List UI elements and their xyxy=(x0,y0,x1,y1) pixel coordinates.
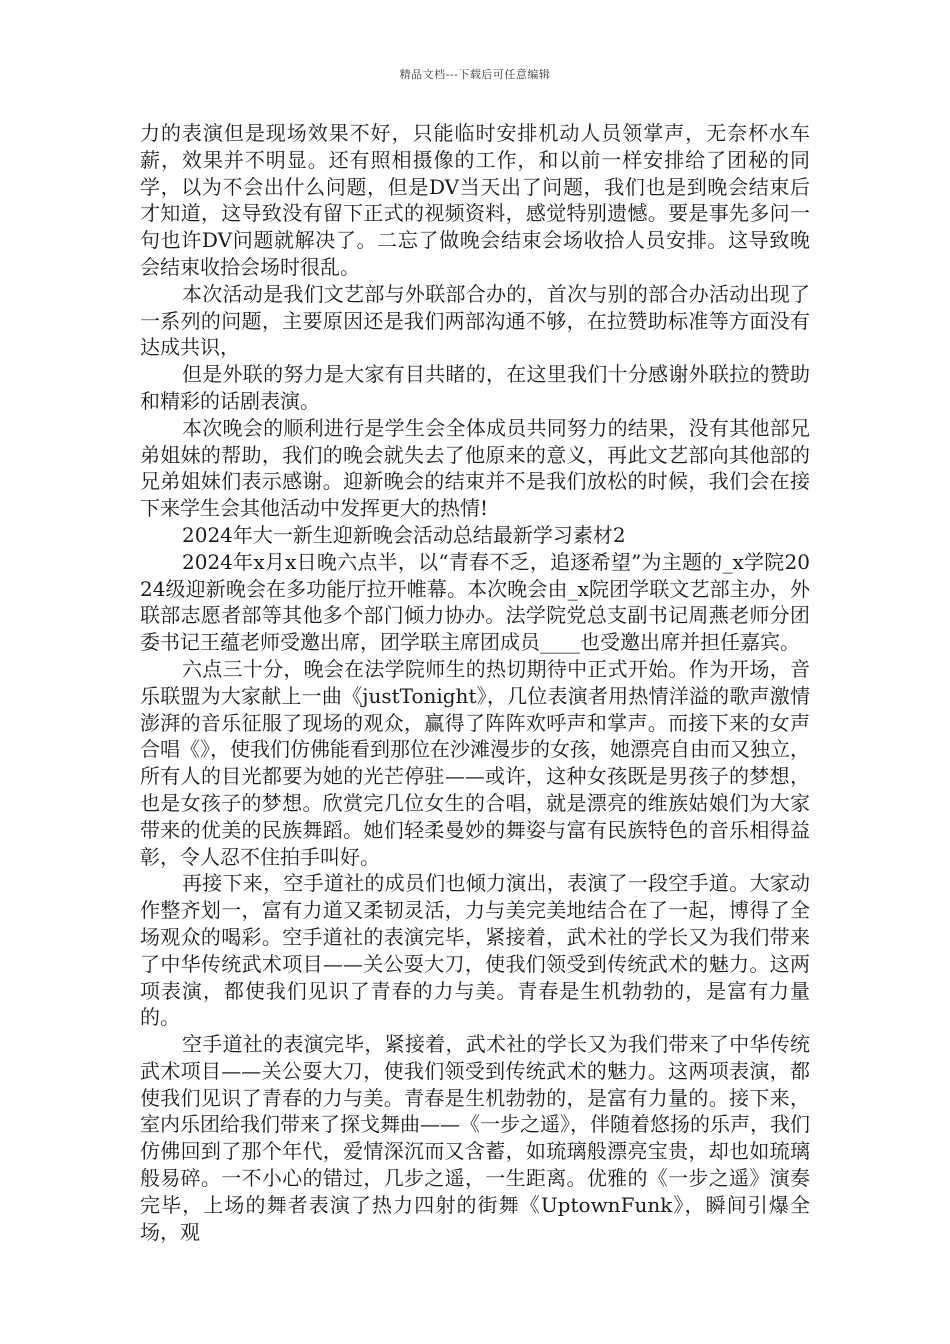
paragraph-6: 六点三十分，晚会在法学院师生的热切期待中正式开始。作为开场，音乐联盟为大家献上一曲《justTonight》，几位表演者用热情洋溢的歌声激情澎湃的音乐征服了现场的观众，赢得了阵阵欢呼声和掌声。而接下来的女声合唱《》，使我们仿佛能看到那位在沙滩漫步的女孩，她漂亮自由而又独立，所有人的目光都要为她的光芒停驻——或许，这种女孩既是男孩子的梦想，也是女孩子的梦想。欣赏完几位女生的合唱，就是漂亮的维族姑娘们为大家带来的优美的民族舞蹈。她们轻柔曼妙的舞姿与富有民族特色的音乐相得益彰，令人忍不住拍手叫好。 xyxy=(140,656,810,869)
paragraph-7: 再接下来，空手道社的成员们也倾力演出，表演了一段空手道。大家动作整齐划一，富有力道又柔韧灵活，力与美完美地结合在了一起，博得了全场观众的喝彩。空手道社的表演完毕，紧接着，武术社的学长又为我们带来了中华传统武术项目——关公耍大刀，使我们领受到传统武术的魅力。这两项表演，都使我们见识了青春的力与美。青春是生机勃勃的，是富有力量的。 xyxy=(140,871,810,1030)
paragraph-3: 但是外联的努力是大家有目共睹的，在这里我们十分感谢外联拉的赞助和精彩的话剧表演。 xyxy=(140,362,810,413)
section-title: 2024年大一新生迎新晚会活动总结最新学习素材2 xyxy=(182,522,626,547)
paragraph-1: 力的表演但是现场效果不好，只能临时安排机动人员领掌声，无奈杯水车薪，效果并不明显。还有照相摄像的工作，和以前一样安排给了团秘的同学，以为不会出什么问题，但是DV当天出了问题，我们也是到晚会结束后才知道，这导致没有留下正式的视频资料，感觉特别遗憾。要是事先多问一句也许DV问题就解决了。二忘了做晚会结束会场收拾人员安排。这导致晚会结束收拾会场时很乱。 xyxy=(140,121,810,279)
paragraph-5: 2024年x月x日晚六点半，以“青春不乏，追逐希望”为主题的_x学院2024级迎新晚会在多功能厅拉开帷幕。本次晚会由_x院团学联文艺部主办，外联部志愿者部等其他多个部门倾力协办。法学院党总支副书记周燕老师分团委书记王蕴老师受邀出席，团学联主席团成员____也受邀出席并担任嘉宾。 xyxy=(140,549,810,655)
paragraph-4: 本次晚会的顺利进行是学生会全体成员共同努力的结果，没有其他部兄弟姐妹的帮助，我们的晚会就失去了他原来的意义，再此文艺部向其他部的兄弟姐妹们表示感谢。迎新晚会的结束并不是我们放松的时候，我们会在接下来学生会其他活动中发挥更大的热情! xyxy=(140,415,810,521)
paragraph-2: 本次活动是我们文艺部与外联部合办的，首次与别的部合办活动出现了一系列的问题，主要原因还是我们两部沟通不够，在拉赞助标准等方面没有达成共识， xyxy=(140,281,810,360)
document-body xyxy=(140,120,810,1245)
page-header: 精品文档---下载后可任意编辑 xyxy=(399,68,551,81)
paragraph-8: 空手道社的表演完毕，紧接着，武术社的学长又为我们带来了中华传统武术项目——关公耍大刀，使我们领受到传统武术的魅力。这两项表演，都使我们见识了青春的力与美。青春是生机勃勃的，是富有力量的。接下来，室内乐团给我们带来了探戈舞曲——《一步之遥》，伴随着悠扬的乐声，我们仿佛回到了那个年代，爱情深沉而又含蓄，如琉璃般漂亮宝贵，却也如琉璃般易碎。一不小心的错过，几步之遥，一生距离。优雅的《一步之遥》演奏完毕，上场的舞者表演了热力四射的街舞《UptownFunk》，瞬间引爆全场，观 xyxy=(140,1032,810,1244)
